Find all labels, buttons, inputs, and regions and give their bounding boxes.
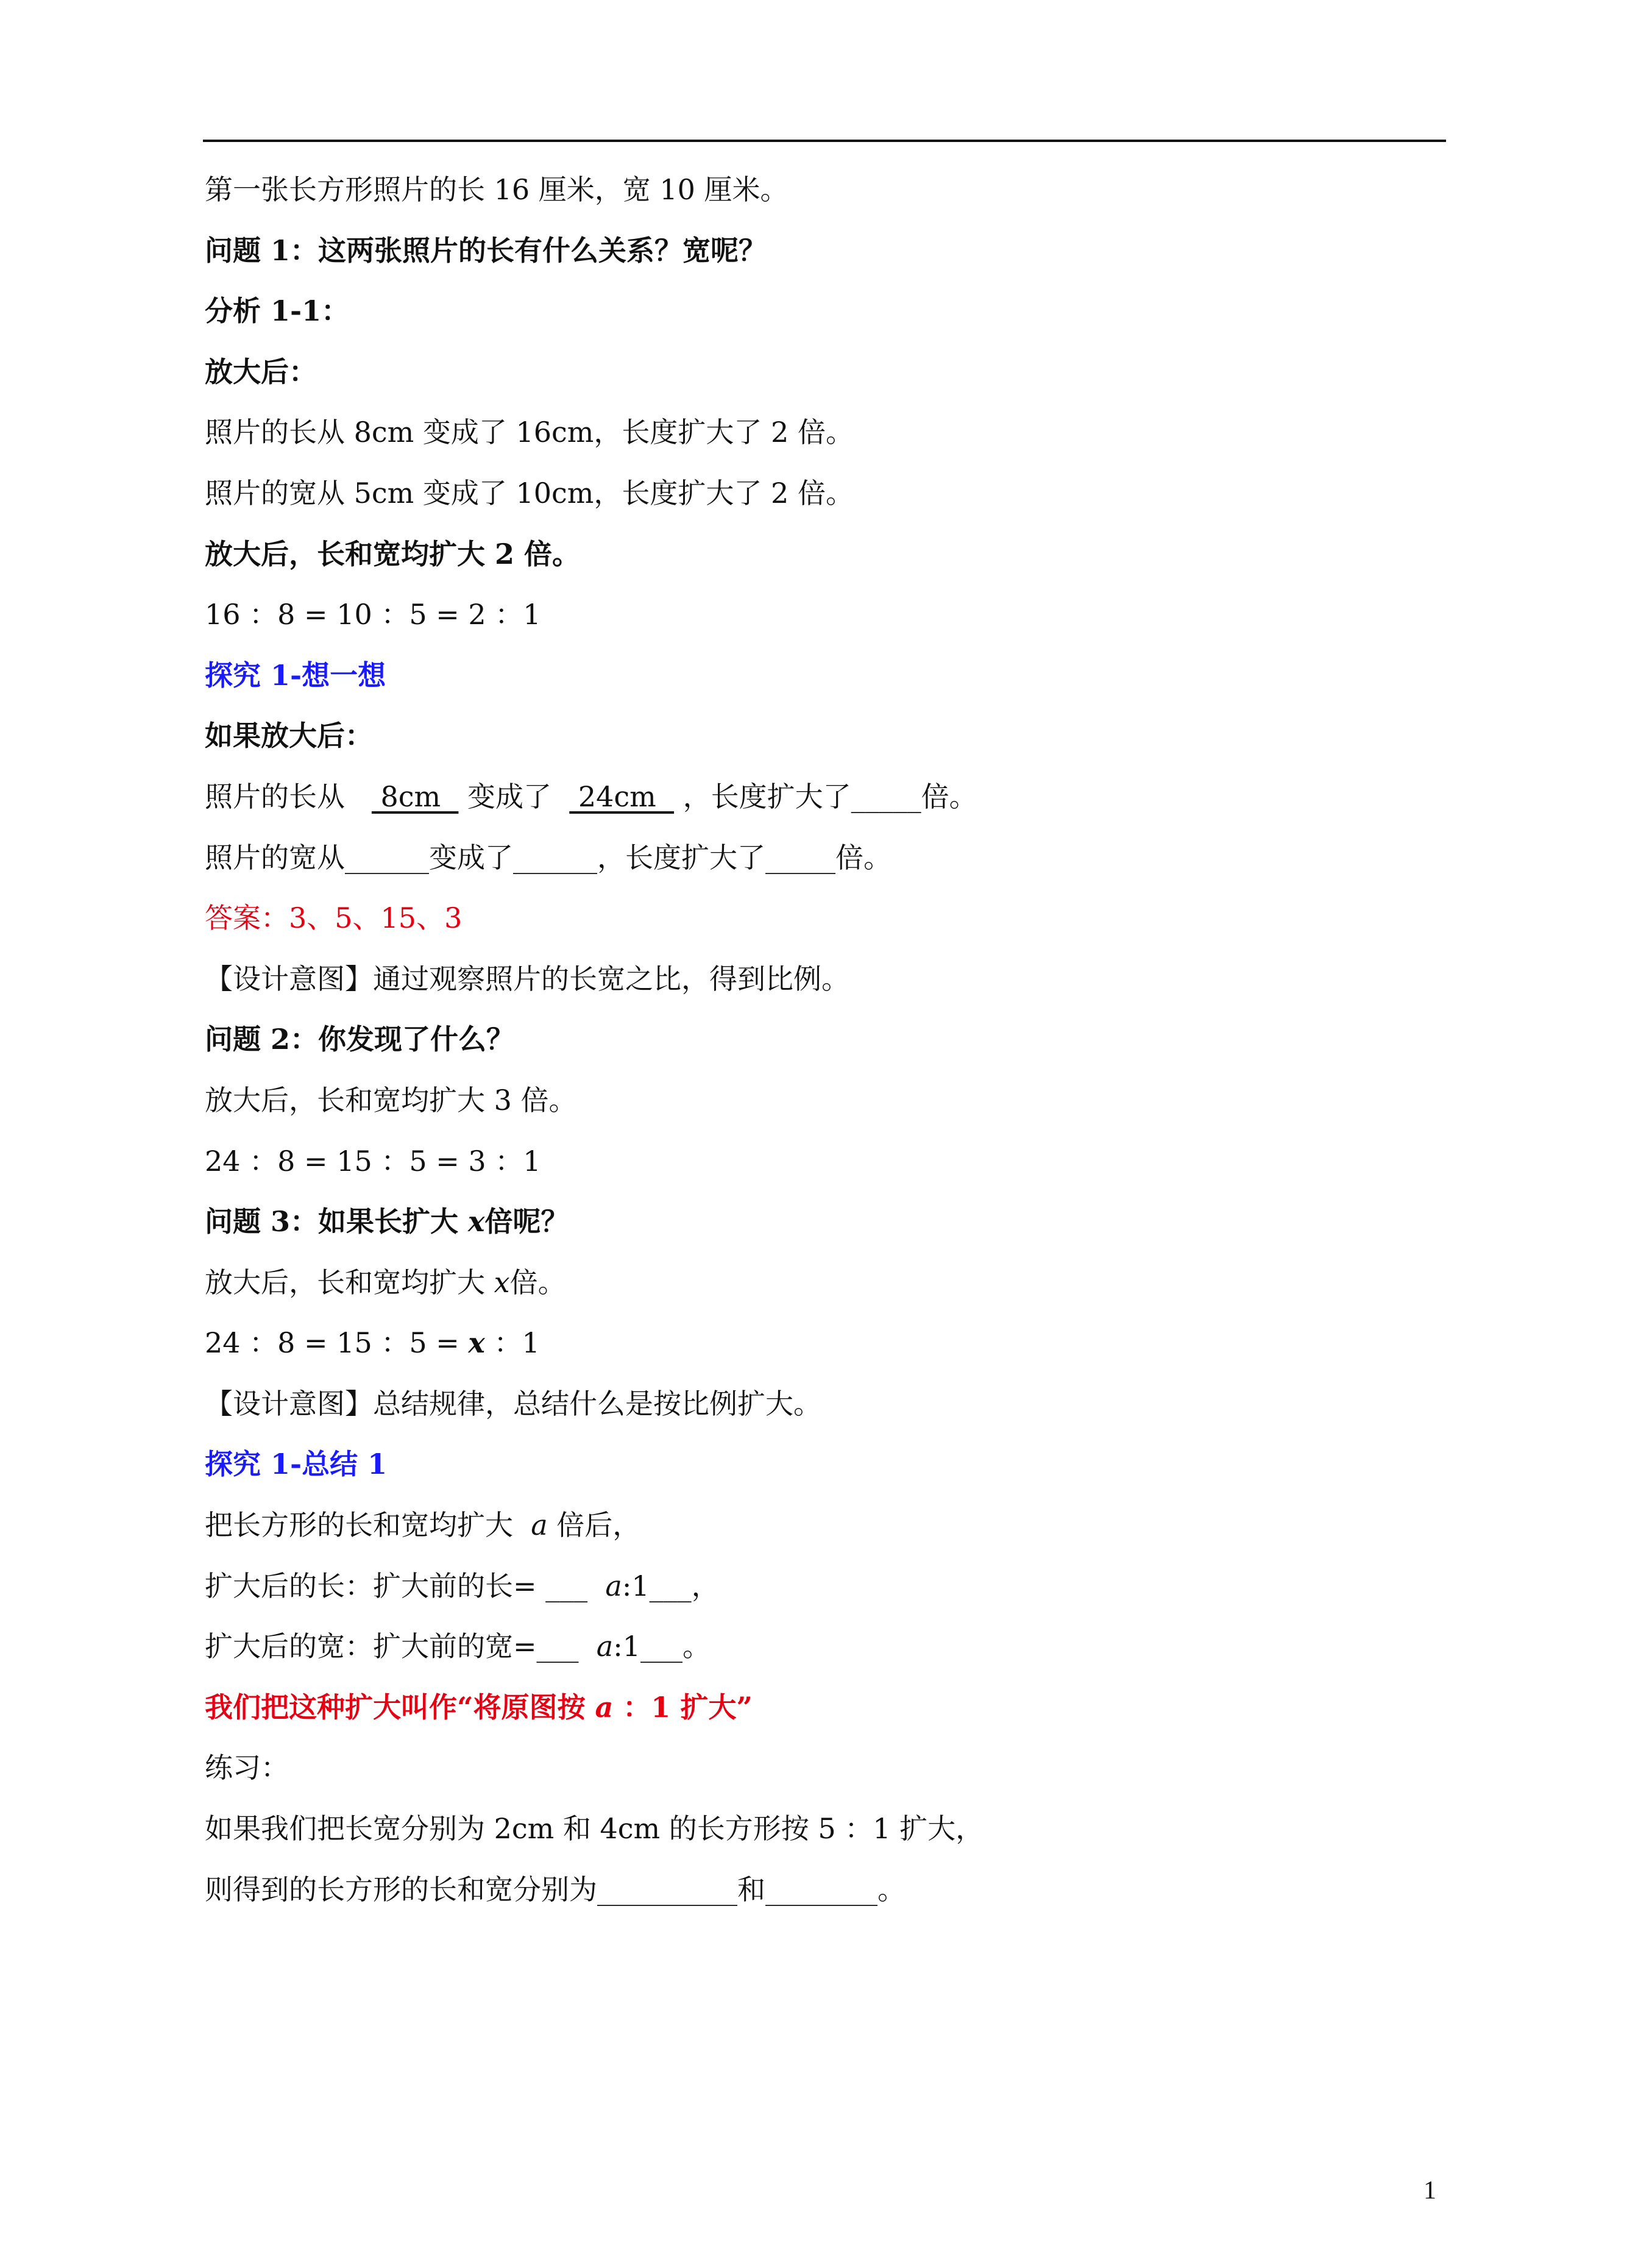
definition-text-b: ：1 扩大” [613,1690,753,1724]
variable-x: x [468,1205,485,1239]
practice-question-1: 如果我们把长宽分别为 2cm 和 4cm 的长方形按 5 ：1 扩大， [205,1812,984,1846]
ratio-line-3 [205,1313,1424,1374]
fill-width-line: 照片的宽从______变成了______，长度扩大了_____倍。 [205,841,892,874]
summary-1-text-b: 倍后， [547,1509,641,1542]
summary-1-text-a: 把长方形的长和宽均扩大 [205,1509,531,1542]
fill-length-blank-1: 8cm [371,780,459,813]
fill-length-text-a: 照片的长从 [205,780,372,813]
summary-line-1 [205,1495,1424,1556]
ratio-3-text-b: ：1 [484,1326,540,1360]
enlarged-x-text-b: 倍。 [509,1265,566,1299]
variable-a: a [595,1690,614,1724]
variable-a: a [605,1569,622,1602]
fill-length-text-c: 变成了 [458,780,570,813]
page-number: 1 [1424,2177,1436,2205]
definition-text-a: 我们把这种扩大叫作“将原图按 [205,1690,595,1724]
definition-line [205,1677,1424,1738]
question-1: 问题 1：这两张照片的长有什么关系？宽呢？ [205,233,767,267]
analysis-heading: 分析 1-1： [205,294,350,328]
enlarged-heading: 放大后： [205,355,317,388]
fill-length-blank-3: _____ [851,780,921,813]
header-rule [203,140,1446,142]
fill-length-line [205,767,1424,828]
practice-question-2: 则得到的长方形的长和宽分别为__________和________。 [205,1872,906,1906]
summary-3-text-a: 扩大后的宽：扩大前的宽=___ [205,1630,597,1663]
length-change-line: 照片的长从 8cm 变成了 16cm，长度扩大了 2 倍。 [205,416,854,449]
explore-think-heading: 探究 1-想一想 [205,658,386,692]
explore-summary-heading: 探究 1-总结 1 [205,1448,388,1481]
intro-line: 第一张长方形照片的长 16 厘米，宽 10 厘米。 [205,173,789,206]
variable-a: a [596,1630,614,1663]
summary-line-3 [205,1616,1424,1677]
summary-2-text-a: 扩大后的长：扩大前的长= ___ [205,1569,606,1602]
ratio-3-text-a: 24 ：8 = 15 ：5 = [205,1326,469,1360]
fill-length-text-e: ，长度扩大了 [674,780,851,813]
ratio-line-1: 16 ：8 = 10 ：5 = 2 ：1 [205,598,541,631]
variable-x: x [494,1265,510,1299]
question-3-text-a: 问题 3：如果长扩大 [205,1205,469,1239]
answer-line: 答案：3、5、15、3 [205,901,463,935]
if-enlarged-heading: 如果放大后： [205,719,373,753]
summary-3-text-b: :1___。 [613,1630,711,1663]
document-body [205,160,1424,1920]
enlarged-3x-line: 放大后，长和宽均扩大 3 倍。 [205,1083,577,1117]
design-intent-1: 【设计意图】通过观察照片的长宽之比，得到比例。 [205,962,849,995]
design-intent-2: 【设计意图】总结规律，总结什么是按比例扩大。 [205,1387,821,1420]
summary-2-text-b: :1___， [622,1569,720,1602]
ratio-line-2: 24 ：8 = 15 ：5 = 3 ：1 [205,1144,541,1178]
enlarged-x-line [205,1253,1424,1314]
variable-a: a [531,1509,548,1542]
fill-length-text-g: 倍。 [921,780,977,813]
question-3-text-b: 倍呢？ [484,1205,569,1239]
variable-x: x [468,1326,485,1360]
question-2: 问题 2：你发现了什么？ [205,1023,515,1056]
question-3 [205,1192,1424,1253]
enlarged-conclusion: 放大后，长和宽均扩大 2 倍。 [205,537,581,571]
enlarged-x-text-a: 放大后，长和宽均扩大 [205,1265,494,1299]
practice-heading: 练习： [205,1751,289,1785]
width-change-line: 照片的宽从 5cm 变成了 10cm，长度扩大了 2 倍。 [205,476,854,510]
fill-length-blank-2: 24cm [569,780,675,813]
summary-line-2 [205,1556,1424,1617]
